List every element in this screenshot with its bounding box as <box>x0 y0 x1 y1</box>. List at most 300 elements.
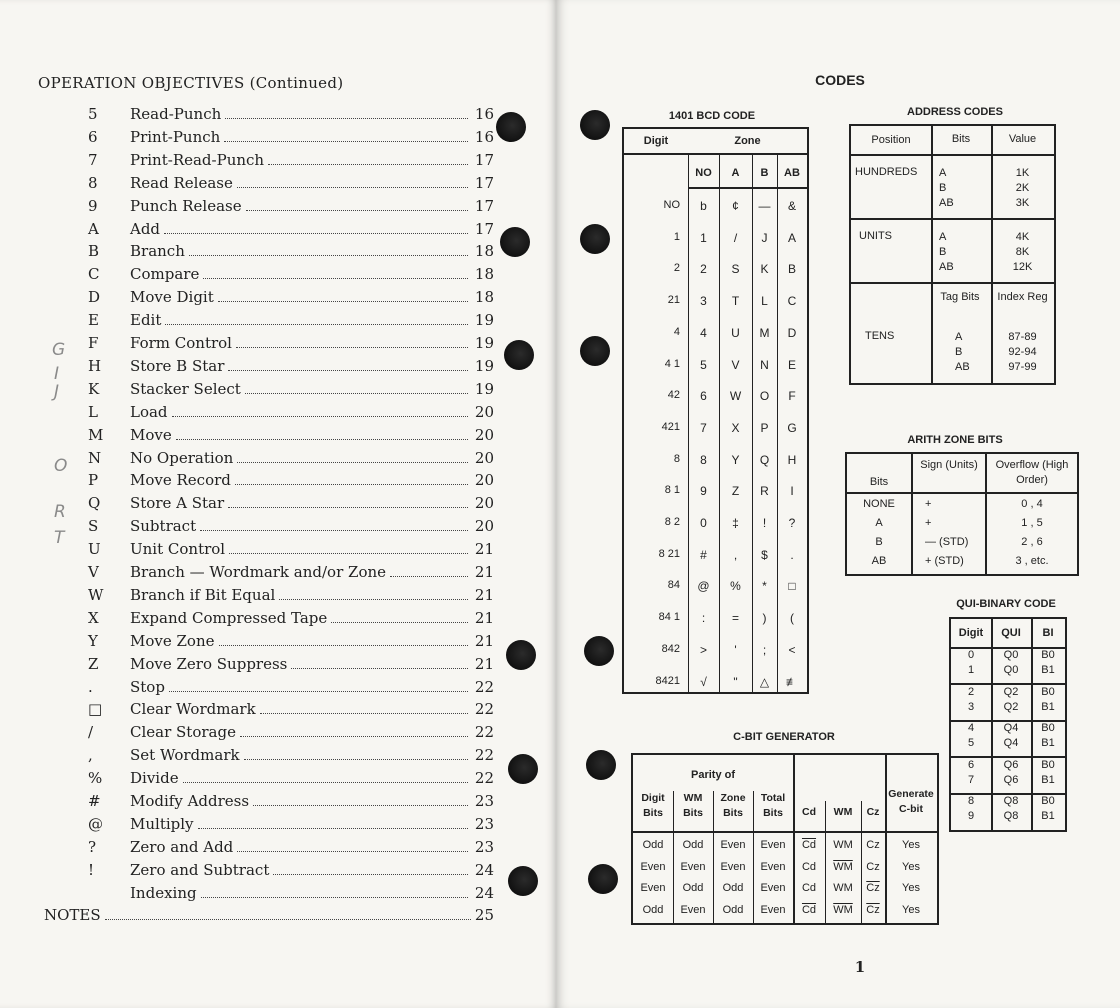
bcd-digit: 842 <box>661 642 680 655</box>
leader-dots <box>200 530 468 531</box>
bcd-digit: 4 1 <box>664 357 680 370</box>
page-ref: 23 <box>474 837 494 856</box>
qui-digit: 6 <box>967 758 975 771</box>
leader-dots <box>236 347 468 348</box>
bcd-char: N <box>760 357 769 372</box>
leader-dots <box>165 324 468 325</box>
qui-digit: 1 <box>967 664 975 676</box>
bcd-char: = <box>731 611 739 626</box>
cbit-cell: Yes <box>902 839 920 851</box>
leader-dots <box>331 622 468 623</box>
bi-code: B1 <box>1041 664 1055 676</box>
pencil-mark: R <box>54 502 66 522</box>
bcd-char: ( <box>790 611 794 626</box>
bcd-digit: 2 <box>673 262 680 275</box>
arith-overflow: 0 , 4 <box>1021 498 1043 510</box>
qui-header: QUI <box>1001 627 1021 639</box>
page-ref: 20 <box>474 494 494 513</box>
op-code: . <box>88 677 93 696</box>
bcd-digit: 421 <box>661 420 680 433</box>
arith-header: Bits <box>869 476 889 488</box>
toc-entry <box>82 471 494 493</box>
toc-entry <box>82 838 494 860</box>
op-name: Divide <box>130 769 179 788</box>
op-code: V <box>88 563 99 581</box>
bcd-char: H <box>787 452 797 467</box>
leader-dots <box>189 255 468 256</box>
op-code: D <box>88 288 101 307</box>
toc-entry <box>82 792 494 814</box>
pencil-mark: I <box>54 364 60 384</box>
leader-dots <box>246 210 468 211</box>
bcd-char: 8 <box>700 452 707 467</box>
bcd-digit: 8 2 <box>664 516 680 528</box>
address-header: Position <box>871 134 911 146</box>
bcd-digit: 42 <box>667 389 680 402</box>
bits-cell: A B AB <box>939 167 954 209</box>
bcd-char: L <box>761 294 768 309</box>
leader-dots <box>390 576 468 577</box>
binder-hole <box>496 112 526 142</box>
bi-code: B0 <box>1041 758 1055 771</box>
index-reg-header: Index Reg <box>997 291 1048 303</box>
bcd-char: 4 <box>700 325 707 340</box>
page-ref: 20 <box>474 402 494 421</box>
op-name: Branch <box>130 242 185 261</box>
leader-dots <box>172 416 468 417</box>
arith-bits: AB <box>871 555 887 567</box>
toc-entry <box>82 242 494 264</box>
cbit-generator-table <box>631 753 939 925</box>
bcd-char: , <box>733 547 738 562</box>
zone-header: AB <box>784 167 800 179</box>
value-cell: 1K 2K 3K <box>1015 167 1030 209</box>
cbit-cell: $\overline{Cd}$ <box>801 839 817 851</box>
bcd-char: ' <box>734 642 737 657</box>
bcd-char: ‡ <box>732 516 739 530</box>
bcd-digit: 8 21 <box>658 547 680 560</box>
toc-entry <box>82 288 494 310</box>
bcd-char: 5 <box>700 357 707 372</box>
left-page <box>0 0 556 1008</box>
bcd-digit: 4 <box>673 325 680 338</box>
op-code: 9 <box>88 196 98 215</box>
bcd-char: . <box>790 547 794 562</box>
bcd-char: □ <box>788 579 796 594</box>
toc-entry <box>82 105 494 127</box>
leader-dots <box>279 599 468 600</box>
op-code: ! <box>88 860 95 879</box>
op-code: C <box>88 265 100 284</box>
binder-hole <box>506 640 536 670</box>
page-ref: 19 <box>474 311 494 330</box>
op-name: Unit Control <box>130 540 226 559</box>
bcd-digit: NO <box>663 199 680 211</box>
position-units: UNITS <box>859 230 892 242</box>
op-code: 8 <box>88 173 98 192</box>
page-ref: 23 <box>474 792 494 810</box>
bcd-char: b <box>700 199 707 213</box>
bcd-char: B <box>787 262 796 277</box>
zone-header: A <box>731 167 740 179</box>
leader-dots <box>235 484 468 485</box>
toc-entry <box>82 197 494 219</box>
binder-hole <box>504 340 534 370</box>
qui-digit: 7 <box>967 773 975 786</box>
leader-dots <box>164 233 468 234</box>
cbit-cell: WM <box>833 839 853 851</box>
op-code: , <box>88 746 93 765</box>
toc-entry <box>82 609 494 631</box>
bcd-char: ) <box>762 611 767 626</box>
bcd-char: U <box>731 325 740 340</box>
bcd-char: Z <box>731 484 740 499</box>
op-name: Indexing <box>130 883 197 902</box>
op-name: Zero and Add <box>130 837 234 856</box>
toc-entry <box>82 449 494 471</box>
arith-overflow: 2 , 6 <box>1021 536 1043 548</box>
leader-dots <box>268 164 468 165</box>
bcd-char: F <box>788 389 796 404</box>
page-ref: 23 <box>474 814 494 833</box>
bcd-char: $ <box>761 547 768 562</box>
op-code: U <box>88 540 101 559</box>
cbit-header: Cz <box>866 806 880 818</box>
op-code: F <box>88 334 99 352</box>
qui-code: Q6 <box>1003 773 1019 786</box>
cbit-cell: Even <box>760 839 786 851</box>
bcd-digit: 1 <box>673 230 680 243</box>
op-name: Store B Star <box>130 356 225 375</box>
page-ref: 19 <box>474 334 494 352</box>
page-ref: 21 <box>474 540 494 559</box>
op-name: Branch if Bit Equal <box>130 585 276 604</box>
bcd-char: ¢ <box>732 199 739 213</box>
bcd-char: 0 <box>700 516 707 530</box>
bcd-char: / <box>733 230 738 245</box>
bcd-char: V <box>731 357 740 372</box>
leader-dots <box>244 759 468 760</box>
op-code: M <box>88 425 104 444</box>
arith-overflow: 1 , 5 <box>1021 517 1043 529</box>
op-name: Load <box>130 402 168 421</box>
leader-dots <box>228 370 468 371</box>
qui-digit: 8 <box>967 795 975 807</box>
qui-digit: 9 <box>967 810 975 822</box>
qui-code: Q0 <box>1003 664 1019 676</box>
toc-entry <box>82 655 494 677</box>
cbit-cell: $\overline{Cz}$ <box>866 903 880 916</box>
bcd-char: ? <box>788 516 796 530</box>
bcd-char: " <box>733 674 738 689</box>
page-ref: 24 <box>474 883 494 902</box>
bcd-char: # <box>700 547 707 562</box>
toc-entry <box>82 884 494 906</box>
binder-hole <box>588 864 618 894</box>
op-code: % <box>88 769 103 788</box>
page-ref: 21 <box>474 654 494 673</box>
bcd-char: A <box>787 230 796 245</box>
qui-digit: 3 <box>967 700 975 713</box>
address-header: Bits <box>951 133 971 145</box>
page-title: OPERATION OBJECTIVES (Continued) <box>38 74 344 92</box>
bcd-char: W <box>729 389 742 404</box>
bcd-char: 2 <box>700 262 707 277</box>
page-ref: 20 <box>474 471 494 490</box>
bcd-char: √ <box>700 674 707 689</box>
toc-entry <box>82 517 494 539</box>
qui-code: Q8 <box>1003 810 1019 822</box>
bcd-title: 1401 BCD CODE <box>668 110 756 122</box>
binder-hole <box>580 110 610 140</box>
toc-entry <box>82 540 494 562</box>
toc-entry <box>82 700 494 722</box>
bits-cell: A B AB <box>939 231 954 273</box>
bcd-char: : <box>701 611 706 626</box>
page-ref: 22 <box>474 723 494 742</box>
op-code: ? <box>88 837 97 856</box>
op-code: X <box>88 608 99 627</box>
binder-hole <box>586 750 616 780</box>
bcd-char: C <box>787 294 797 309</box>
qui-title: QUI-BINARY CODE <box>956 598 1056 610</box>
bcd-char: X <box>731 420 740 435</box>
bcd-digit: 8421 <box>655 674 680 687</box>
cbit-header: Digit Bits <box>641 792 665 819</box>
op-name: Read Release <box>130 173 233 192</box>
toc-entry <box>82 151 494 173</box>
parity-of-label: Parity of <box>690 769 735 781</box>
notes-page: 25 <box>474 906 494 924</box>
page-ref: 18 <box>474 288 494 307</box>
op-code: L <box>88 402 98 421</box>
op-name: Expand Compressed Tape <box>130 608 328 627</box>
op-name: Move Digit <box>130 288 214 307</box>
bcd-char: 3 <box>700 294 707 309</box>
address-title: ADDRESS CODES <box>907 106 1003 118</box>
binder-hole <box>500 227 530 257</box>
arith-header: Sign (Units) <box>920 459 978 471</box>
op-name: Modify Address <box>130 792 250 810</box>
bcd-code-table <box>622 127 809 694</box>
cbit-header: WM <box>833 806 853 818</box>
toc-entry <box>82 815 494 837</box>
bi-code: B0 <box>1041 795 1055 807</box>
op-name: Move Zero Suppress <box>130 654 288 673</box>
binder-hole <box>508 866 538 896</box>
op-code: H <box>88 356 102 375</box>
bcd-char: Y <box>731 452 740 467</box>
page-ref: 22 <box>474 746 494 765</box>
leader-dots <box>105 919 471 920</box>
cbit-cell: $\overline{Cd}$ <box>801 903 817 916</box>
arith-header: Overflow (High Order) <box>995 459 1069 486</box>
leader-dots <box>237 851 468 852</box>
bcd-char: @ <box>697 579 710 594</box>
leader-dots <box>176 439 468 440</box>
bcd-char: < <box>788 642 796 657</box>
bcd-char: K <box>760 262 769 277</box>
op-code: 7 <box>88 150 98 169</box>
cbit-cell: Even <box>680 860 706 873</box>
leader-dots <box>201 897 468 898</box>
op-name: Form Control <box>130 334 232 352</box>
bcd-char: S <box>731 262 740 277</box>
bcd-char: O <box>759 389 770 404</box>
toc-entry <box>82 311 494 333</box>
toc-entry <box>82 861 494 883</box>
op-code: □ <box>88 700 103 719</box>
cbit-cell: Even <box>760 882 786 894</box>
page-ref: 20 <box>474 425 494 444</box>
bcd-char: ≢ <box>786 674 798 689</box>
qui-binary-table <box>949 617 1067 832</box>
toc-entry <box>82 746 494 768</box>
cbit-cell: Even <box>720 839 746 851</box>
bcd-digit: 8 1 <box>664 484 680 497</box>
page-ref: 17 <box>474 173 494 192</box>
cbit-cell: $\overline{WM}$ <box>833 903 853 916</box>
position-tens: TENS <box>865 330 895 342</box>
bcd-char: G <box>787 420 797 435</box>
op-name: Move <box>130 425 172 444</box>
position-hundreds: HUNDREDS <box>855 166 918 178</box>
cbit-header: Cd <box>802 806 816 818</box>
bcd-char: M <box>759 325 770 340</box>
page-ref: 21 <box>474 585 494 604</box>
codes-title: CODES <box>815 72 865 88</box>
leader-dots <box>183 782 468 783</box>
bcd-char: T <box>731 294 740 309</box>
toc-entry <box>82 586 494 608</box>
bcd-char: Q <box>759 452 770 467</box>
op-name: Move Zone <box>130 631 215 650</box>
cbit-cell: Even <box>680 903 706 916</box>
op-name: Zero and Subtract <box>130 860 270 879</box>
arith-sign: — (STD) <box>925 536 969 548</box>
op-name: Set Wordmark <box>130 746 240 765</box>
bi-code: B1 <box>1041 773 1055 786</box>
page-ref: 22 <box>474 677 494 696</box>
cbit-cell: WM <box>833 882 853 894</box>
bcd-char: D <box>787 325 797 340</box>
arith-sign: + <box>925 498 932 510</box>
arith-overflow: 3 , etc. <box>1015 555 1049 567</box>
op-code: 6 <box>88 127 98 146</box>
bi-code: B1 <box>1041 810 1055 822</box>
bi-code: B1 <box>1041 700 1055 713</box>
cbit-cell: Yes <box>902 860 920 873</box>
pencil-mark: G <box>52 340 66 360</box>
cbit-cell: Even <box>640 882 666 894</box>
op-name: Punch Release <box>130 196 242 215</box>
cbit-header: WM Bits <box>683 792 703 819</box>
leader-dots <box>237 462 468 463</box>
toc-entry <box>82 769 494 791</box>
bi-code: B1 <box>1041 737 1055 749</box>
cbit-cell: Yes <box>902 882 920 894</box>
bcd-char: & <box>787 199 796 213</box>
bcd-char: % <box>730 579 741 594</box>
binder-hole <box>580 224 610 254</box>
page-number: 1 <box>854 958 866 976</box>
op-name: Read-Punch <box>130 105 222 123</box>
cbit-cell: Yes <box>902 903 920 916</box>
cbit-cell: Cd <box>801 882 817 894</box>
qui-code: Q4 <box>1003 722 1019 734</box>
qui-code: Q2 <box>1003 685 1019 698</box>
page-ref: 16 <box>474 127 494 146</box>
page-ref: 17 <box>474 196 494 215</box>
toc-entry <box>82 678 494 700</box>
page-ref: 16 <box>474 105 494 123</box>
qui-code: Q8 <box>1003 795 1019 807</box>
op-code: 5 <box>88 105 98 123</box>
bcd-digit-header: Digit <box>643 135 669 147</box>
leader-dots <box>225 118 468 119</box>
op-name: Stop <box>130 677 165 696</box>
arith-title: ARITH ZONE BITS <box>907 434 1003 446</box>
cbit-cell: Odd <box>642 839 664 851</box>
op-name: Add <box>130 219 161 238</box>
arith-sign: + (STD) <box>925 555 964 567</box>
op-name: Subtract <box>130 517 197 536</box>
leader-dots <box>169 691 468 692</box>
page-ref: 21 <box>474 631 494 650</box>
bcd-char: 7 <box>700 420 707 435</box>
op-code: Z <box>88 654 99 673</box>
leader-dots <box>260 713 468 714</box>
toc-entry <box>82 426 494 448</box>
toc-entry <box>82 334 494 356</box>
cbit-header: Total Bits <box>760 792 786 819</box>
cbit-cell: $\overline{Cz}$ <box>866 882 880 894</box>
bcd-digit: 84 <box>667 579 680 592</box>
page-ref: 22 <box>474 700 494 719</box>
page-ref: 24 <box>474 860 494 879</box>
arith-bits: B <box>875 536 883 548</box>
page-ref: 18 <box>474 242 494 261</box>
bcd-char: J <box>761 230 768 245</box>
leader-dots <box>245 393 468 394</box>
cbit-cell: Odd <box>682 839 704 851</box>
cbit-cell: Even <box>640 860 666 873</box>
address-header: Value <box>1008 133 1037 145</box>
op-name: Edit <box>130 311 162 330</box>
op-name: Print-Punch <box>130 127 221 146</box>
leader-dots <box>198 828 468 829</box>
bcd-char: 1 <box>700 230 707 245</box>
toc-entry <box>82 403 494 425</box>
bcd-digit: 8 <box>673 452 680 465</box>
cbit-cell: Odd <box>722 903 744 916</box>
binder-hole <box>508 754 538 784</box>
bi-code: B0 <box>1041 649 1055 661</box>
bcd-char: P <box>760 420 769 435</box>
leader-dots <box>253 805 468 806</box>
leader-dots <box>224 141 468 142</box>
cbit-header: Zone Bits <box>720 792 746 819</box>
bcd-char: △ <box>759 674 770 689</box>
op-name: Compare <box>130 265 200 284</box>
value-cell: 4K 8K 12K <box>1012 231 1033 273</box>
cbit-cell: Odd <box>682 882 704 894</box>
page-ref: 21 <box>474 608 494 627</box>
arith-bits: NONE <box>863 498 895 510</box>
cbit-cell: Even <box>760 860 786 873</box>
bcd-char: ; <box>762 642 767 657</box>
cbit-cell: Even <box>720 860 746 873</box>
